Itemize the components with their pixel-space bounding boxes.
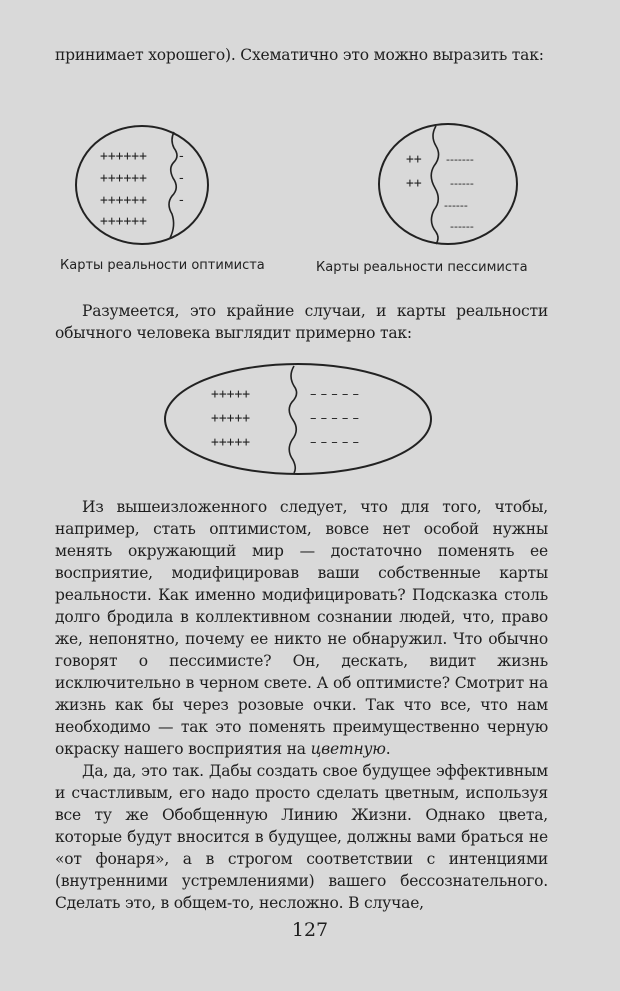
optimist-plus-row: ++++++ — [100, 149, 147, 164]
paragraph-4: Да, да, это так. Дабы создать свое будущее эффективным и счастливым, его надо просто сделать цветным, используя все ту же Обобщенную Линию Жизни. Однако цвета, которые будут вносится в будущее, должны вами браться не «от фонаря», а в строгом соответствии с интенциями (внутренними устремлениями) вашего бессознательного. Сделать это, в общем-то, несложно. В случае, — [55, 762, 548, 912]
optimist-minus-row: - — [179, 149, 184, 164]
pessimist-map-diagram — [374, 118, 524, 253]
normal-map-ellipse — [165, 364, 431, 474]
normal-plus-row: +++++ — [211, 435, 251, 450]
normal-map-divider — [289, 366, 296, 473]
body-paragraphs — [55, 496, 548, 914]
middle-paragraph-text: Разумеется, это крайние случаи, и карты реальности обычного человека выглядит примерно так: — [55, 302, 548, 342]
page-number: 127 — [291, 919, 329, 941]
paragraph-3-emphasis: цветную — [310, 740, 386, 758]
optimist-plus-row: ++++++ — [100, 193, 147, 208]
optimist-minus-row: - — [179, 193, 184, 208]
pessimist-map-caption: Карты реальности пессимиста — [316, 260, 528, 275]
pessimist-minus-row: ------ — [450, 177, 474, 190]
optimist-minus-row: - — [179, 171, 184, 186]
normal-minus-row: – – – – – — [310, 435, 360, 450]
paragraph-3-text: Из вышеизложенного следует, что для того, чтобы, например, стать оптимистом, вовсе нет особой нужны менять окружающий мир — достаточно поменять ее восприятие, модифицировав ваши собственные карты реальности. Как именно модифицировать? Подсказка столь долго бродила в коллективном сознании людей, что, право же, непонятно, почему ее никто не обнаружил. Что обычно говорят о пессимисте? Он, дескать, видит жизнь исключительно в черном свете. А об оптимисте? Смотрит на жизнь как бы через розовые очки. Так что все, что нам необходимо — так это поменять преимущественно черную окраску нашего восприятия на — [55, 498, 548, 758]
pessimist-map-ellipse — [379, 124, 517, 244]
pessimist-minus-row: ------ — [450, 220, 474, 233]
pessimist-map-divider — [431, 126, 438, 244]
normal-plus-row: +++++ — [211, 411, 251, 426]
pessimist-plus-row: ++ — [406, 152, 422, 167]
optimist-plus-row: ++++++ — [100, 214, 147, 229]
optimist-map-caption: Карты реальности оптимиста — [60, 258, 265, 273]
pessimist-minus-row: ------- — [446, 153, 474, 166]
paragraph-3-end: . — [385, 740, 391, 758]
paragraph-3 — [55, 496, 548, 760]
middle-paragraph — [55, 300, 548, 344]
normal-plus-row: +++++ — [211, 387, 251, 402]
normal-minus-row: – – – – – — [310, 411, 360, 426]
optimist-map-divider — [169, 132, 177, 238]
top-paragraph-text: принимает хорошего). Схематично это можно выразить так: — [55, 46, 544, 64]
top-paragraph — [55, 44, 548, 66]
normal-minus-row: – – – – – — [310, 387, 360, 402]
pessimist-minus-row: ------ — [444, 199, 468, 212]
optimist-map-diagram — [70, 118, 215, 253]
normal-map-diagram — [162, 360, 434, 478]
optimist-plus-row: ++++++ — [100, 171, 147, 186]
pessimist-plus-row: ++ — [406, 176, 422, 191]
